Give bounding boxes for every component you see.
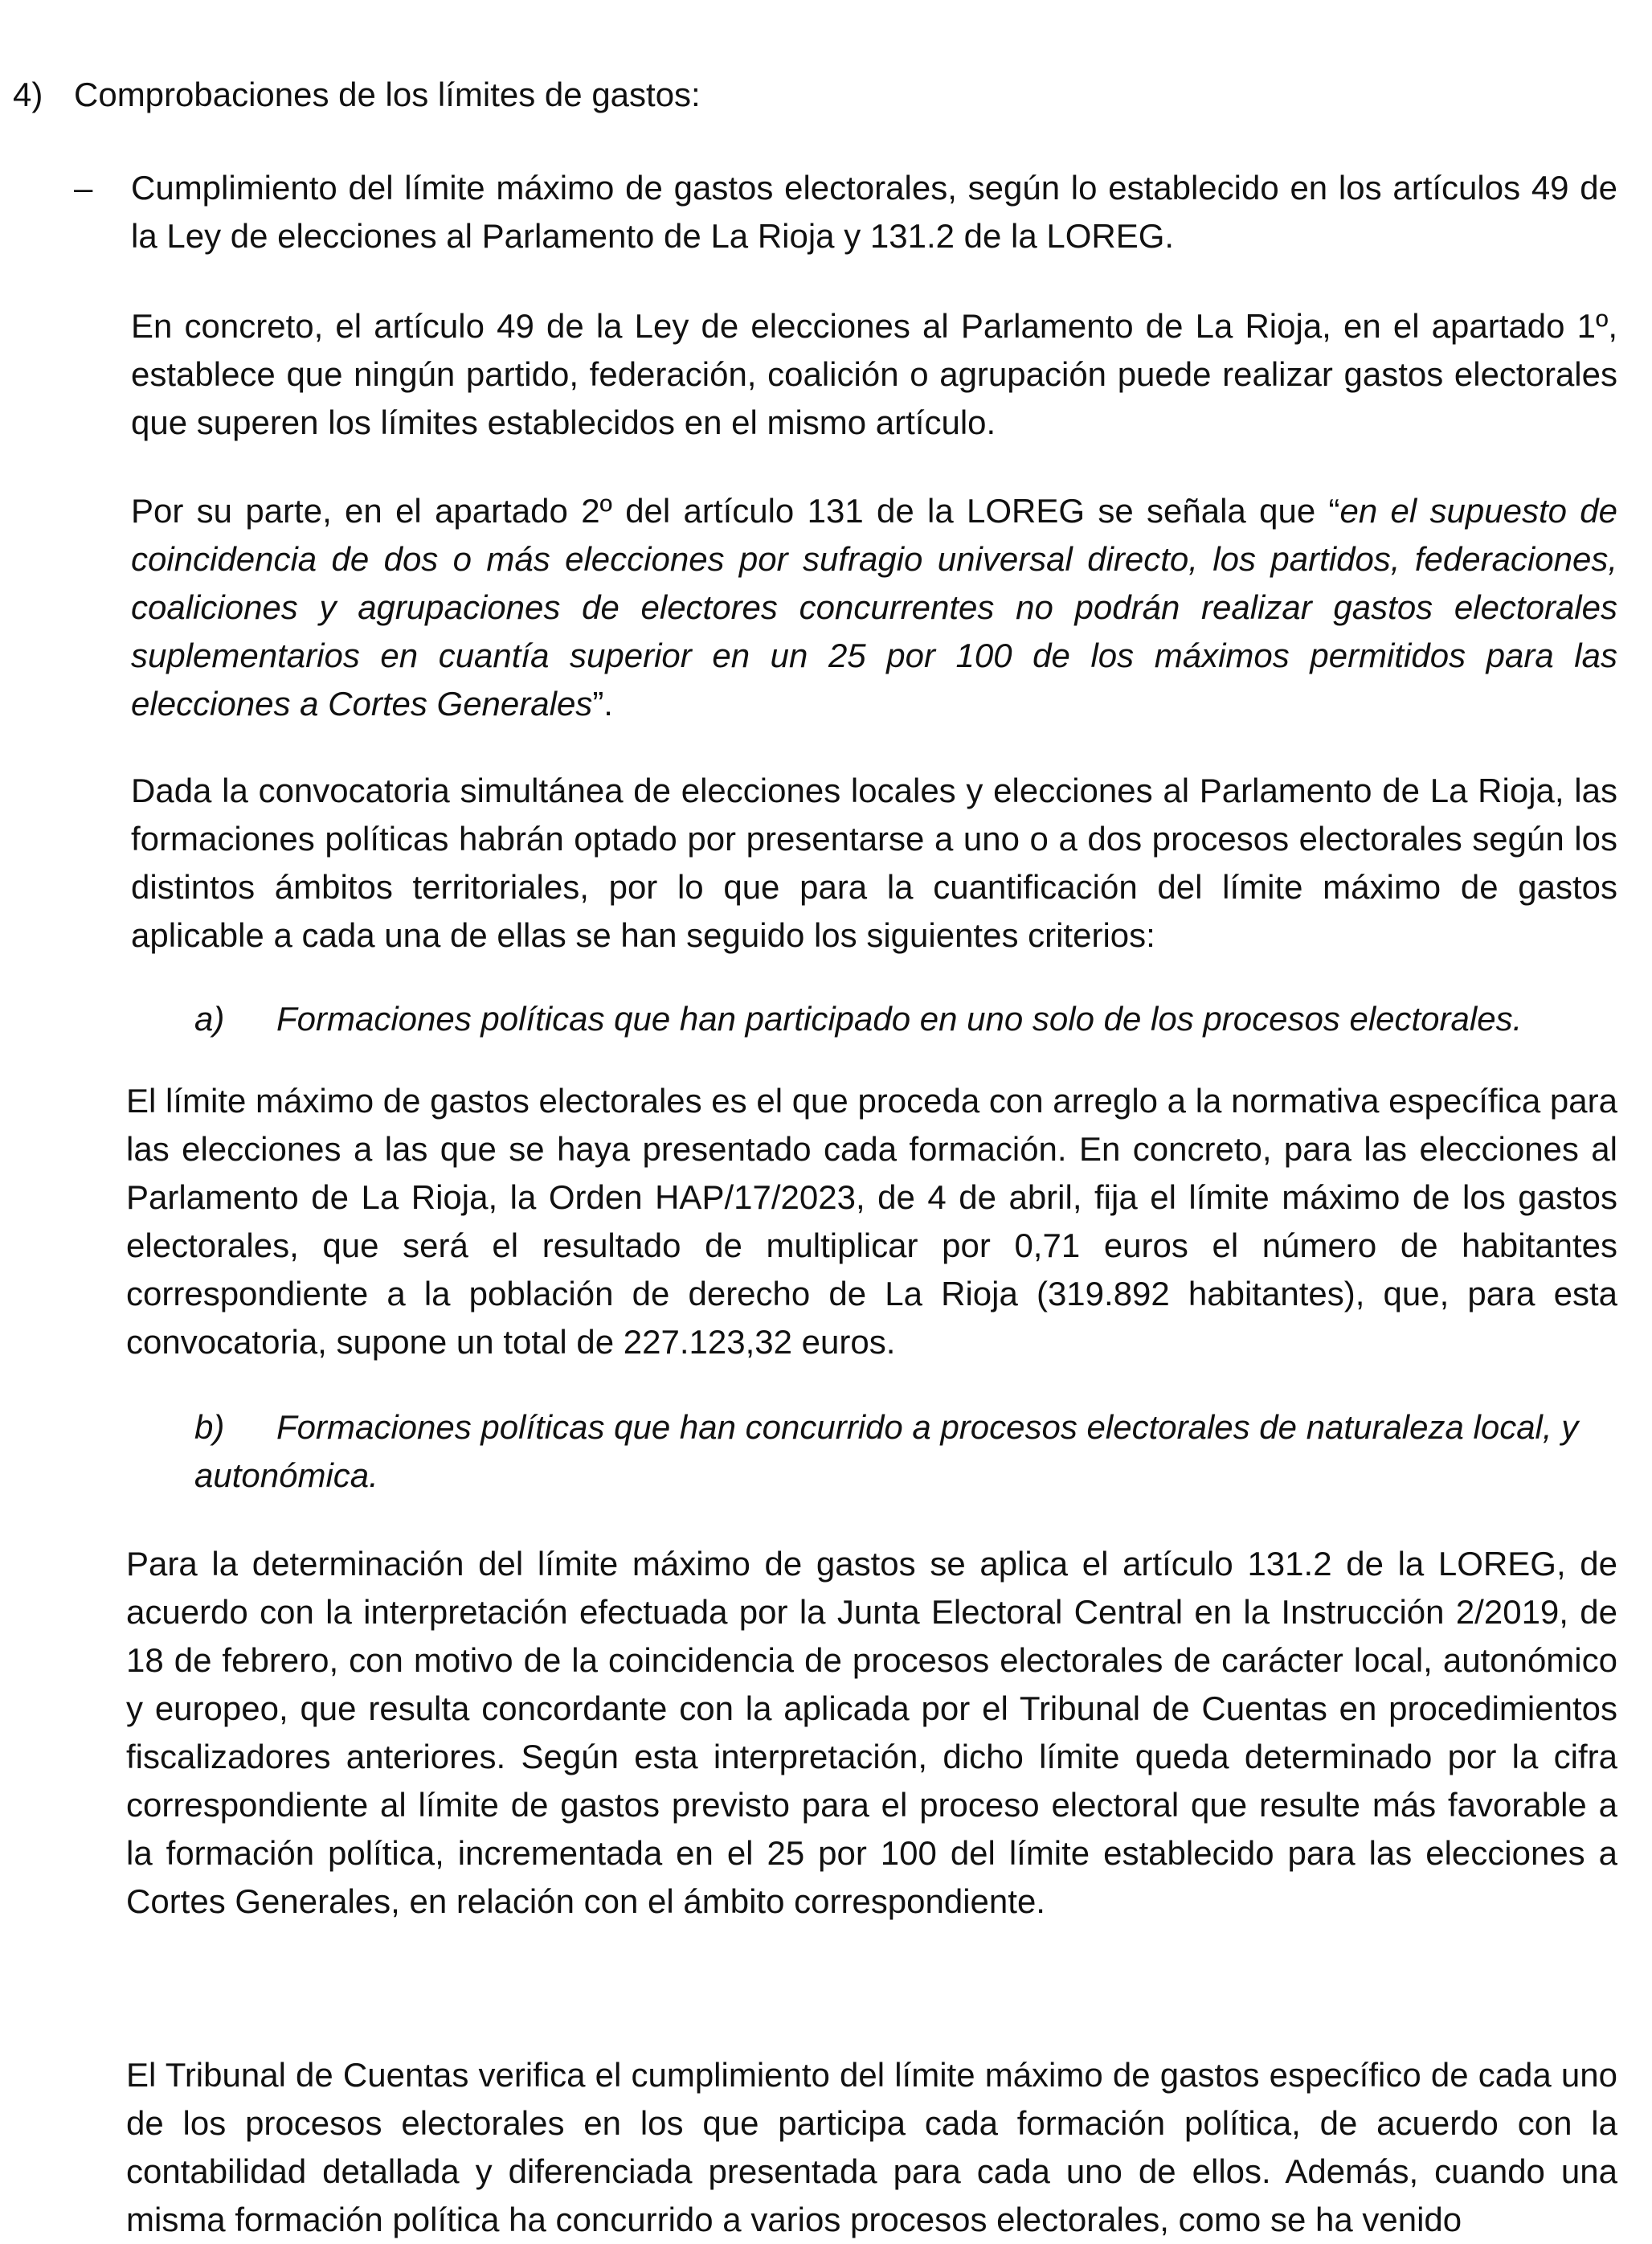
subheading-a-label: a) [194, 1000, 225, 1038]
section-heading [13, 71, 977, 119]
paragraph-1: En concreto, el artículo 49 de la Ley de elecciones al Parlamento de La Rioja, en el apartado 1º, establece que ningún partido, federación, coalición o agrupación puede realizar gastos electorales que superen los límites establecidos en el mismo artículo. [131, 307, 1617, 441]
section-number: 4) [13, 76, 43, 113]
paragraph-2-end: ”. [592, 685, 613, 723]
subheading-b-label: b) [194, 1408, 225, 1446]
bullet-text: Cumplimiento del límite máximo de gastos electorales, según lo establecido en los artículos 49 de la Ley de elecciones al Parlamento de La Rioja y 131.2 de la LOREG. [131, 169, 1617, 255]
paragraph-2 [131, 487, 1617, 728]
subheading-a [194, 995, 1617, 1043]
paragraph-2-quote: en el supuesto de coincidencia de dos o más elecciones por sufragio universal directo, los partidos, federaciones, coaliciones y agrupaciones de electores concurrentes no podrán realizar gastos electorales suplementarios en cuantía superior en un 25 por 100 de los máximos permitidos para las elecciones a Cortes Generales [131, 492, 1617, 723]
paragraph-6: El Tribunal de Cuentas verifica el cumplimiento del límite máximo de gastos específico de cada uno de los procesos electorales en los que participa cada formación política, de acuerdo con la contabilidad detallada y diferenciada presentada para cada uno de ellos. Además, cuando una misma formación política ha concurrido a varios procesos electorales, como se ha venido [126, 2056, 1617, 2238]
section-title: Comprobaciones de los límites de gastos: [74, 76, 701, 113]
paragraph-5: Para la determinación del límite máximo de gastos se aplica el artículo 131.2 de la LOREG, de acuerdo con la interpretación efectuada por la Junta Electoral Central en la Instrucción 2/2019, de 18 de febrero, con motivo de la coincidencia de procesos electorales de carácter local, autonómico y europeo, que resulta concordante con la aplicada por el Tribunal de Cuentas en procedimientos fiscalizadores anteriores. Según esta interpretación, dicho límite queda determinado por la cifra correspondiente al límite de gastos previsto para el proceso electoral que resulte más favorable a la formación política, incrementada en el 25 por 100 del límite establecido para las elecciones a Cortes Generales, en relación con el ámbito correspondiente. [126, 1545, 1617, 1920]
bullet-marker: – [74, 169, 93, 207]
subheading-a-text: Formaciones políticas que han participado en uno solo de los procesos electorales. [276, 1000, 1523, 1038]
subheading-b-text: Formaciones políticas que han concurrido a procesos electorales de naturaleza local, y autonómica. [194, 1408, 1579, 1494]
paragraph-2-intro: Por su parte, en el apartado 2º del artículo 131 de la LOREG se señala que “ [131, 492, 1340, 530]
paragraph-4: El límite máximo de gastos electorales es el que proceda con arreglo a la normativa específica para las elecciones a las que se haya presentado cada formación. En concreto, para las elecciones al Parlamento de La Rioja, la Orden HAP/17/2023, de 4 de abril, fija el límite máximo de los gastos electorales, que será el resultado de multiplicar por 0,71 euros el número de habitantes correspondiente a la población de derecho de La Rioja (319.892 habitantes), que, para esta convocatoria, supone un total de 227.123,32 euros. [126, 1082, 1617, 1361]
paragraph-3: Dada la convocatoria simultánea de elecciones locales y elecciones al Parlamento de La Rioja, las formaciones políticas habrán optado por presentarse a uno o a dos procesos electorales según los distintos ámbitos territoriales, por lo que para la cuantificación del límite máximo de gastos aplicable a cada una de ellas se han seguido los siguientes criterios: [131, 772, 1617, 954]
subheading-b [194, 1403, 1617, 1500]
